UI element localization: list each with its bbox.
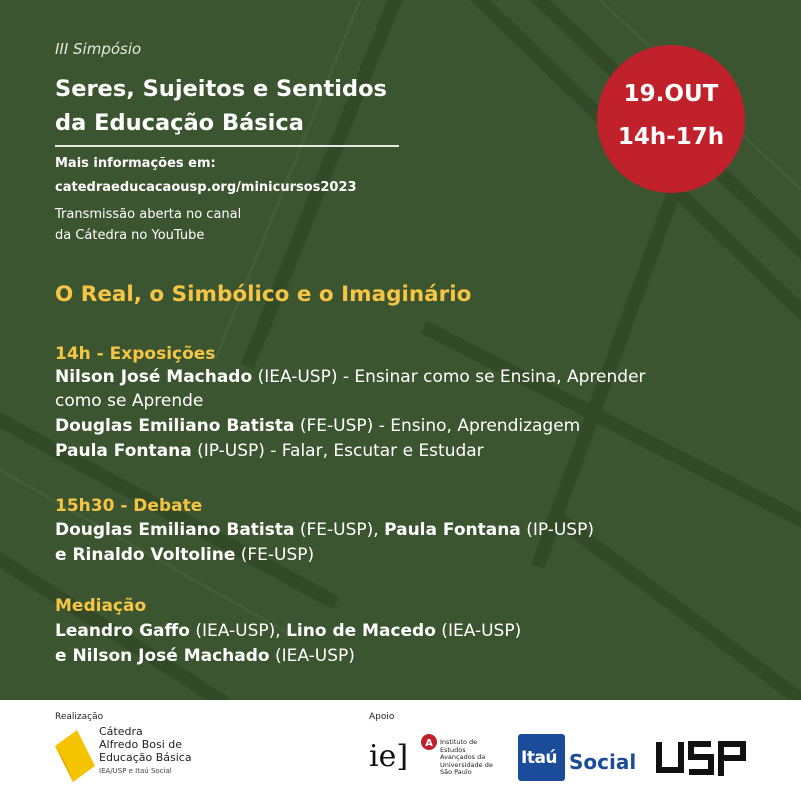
speaker-name: Douglas Emiliano Batista bbox=[55, 520, 295, 540]
catedra-line-3: Educação Básica bbox=[99, 751, 192, 764]
catedra-logo-icon bbox=[53, 728, 97, 784]
itau-logo-box bbox=[518, 734, 565, 781]
symposium-kicker: III Simpósio bbox=[55, 40, 142, 58]
itau-logo-word: Itaú bbox=[521, 748, 558, 768]
iea-red-dot-icon bbox=[420, 733, 438, 751]
iea-line: Avançados da bbox=[440, 753, 486, 761]
title-line-2: da Educação Básica bbox=[55, 110, 304, 136]
debate-line-2 bbox=[55, 545, 314, 565]
iea-name bbox=[440, 739, 493, 777]
debate-heading: 15h30 - Debate bbox=[55, 496, 203, 516]
talk-row bbox=[55, 367, 646, 387]
speaker-name: e Nilson José Machado bbox=[55, 646, 270, 666]
section-title: O Real, o Simbólico e o Imaginário bbox=[55, 282, 472, 307]
affiliation: (IEA-USP), bbox=[189, 621, 287, 641]
mediacao-heading: Mediação bbox=[55, 596, 147, 616]
mediacao-line-1 bbox=[55, 621, 521, 641]
speaker-name: Leandro Gaffo bbox=[55, 621, 190, 641]
stream-line-1: Transmissão aberta no canal bbox=[55, 207, 242, 222]
speaker-name: Paula Fontana bbox=[384, 520, 521, 540]
catedra-line-1: Cátedra bbox=[99, 725, 143, 738]
catedra-subtitle: IEA/USP e Itaú Social bbox=[99, 767, 172, 775]
talk-detail: (IP-USP) - Falar, Escutar e Estudar bbox=[191, 441, 484, 461]
realizacao-label: Realização bbox=[55, 712, 104, 722]
speaker-name: e Rinaldo Voltoline bbox=[55, 545, 236, 565]
talk-row bbox=[55, 441, 484, 461]
stream-line-2: da Cátedra no YouTube bbox=[55, 228, 205, 243]
date-badge bbox=[597, 45, 745, 193]
affiliation: (IEA-USP) bbox=[269, 646, 355, 666]
mediacao-line-2 bbox=[55, 646, 355, 666]
usp-logo-icon bbox=[655, 740, 750, 778]
iea-line: Universidade de bbox=[440, 760, 493, 769]
talk-row bbox=[55, 416, 580, 436]
title-divider bbox=[55, 145, 399, 147]
iea-line: Instituto de bbox=[440, 738, 478, 746]
speaker-name: Nilson José Machado bbox=[55, 367, 253, 387]
exposicoes-heading: 14h - Exposições bbox=[55, 344, 216, 364]
affiliation: (IEA-USP) bbox=[435, 621, 522, 641]
speaker-name: Paula Fontana bbox=[55, 441, 192, 461]
catedra-line-2: Alfredo Bosi de bbox=[99, 738, 183, 751]
debate-line-1 bbox=[55, 520, 594, 540]
title-line-1: Seres, Sujeitos e Sentidos bbox=[55, 76, 387, 102]
catedra-name bbox=[99, 725, 192, 764]
affiliation: (IP-USP) bbox=[520, 520, 594, 540]
itau-social-word: Social bbox=[569, 750, 637, 774]
event-title bbox=[55, 72, 387, 140]
svg-text:A: A bbox=[425, 738, 433, 749]
more-info-label: Mais informações em: bbox=[55, 156, 216, 171]
date-day: 19.OUT bbox=[623, 81, 719, 107]
iea-logo-mark: ie] bbox=[369, 739, 409, 774]
date-time: 14h-17h bbox=[617, 124, 725, 150]
talk-row-continuation: como se Aprende bbox=[55, 391, 204, 411]
iea-line: São Paulo bbox=[440, 768, 472, 776]
sponsor-footer bbox=[0, 700, 801, 798]
speaker-name: Douglas Emiliano Batista bbox=[55, 416, 295, 436]
affiliation: (FE-USP) bbox=[235, 545, 315, 565]
iea-line: Estudos bbox=[440, 745, 466, 754]
more-info-url[interactable]: catedraeducacaousp.org/minicursos2023 bbox=[55, 180, 357, 195]
talk-detail: (FE-USP) - Ensino, Aprendizagem bbox=[294, 416, 581, 436]
speaker-name: Lino de Macedo bbox=[286, 621, 436, 641]
affiliation: (FE-USP), bbox=[294, 520, 385, 540]
apoio-label: Apoio bbox=[369, 712, 395, 722]
talk-detail: (IEA-USP) - Ensinar como se Ensina, Aprender bbox=[252, 367, 646, 387]
